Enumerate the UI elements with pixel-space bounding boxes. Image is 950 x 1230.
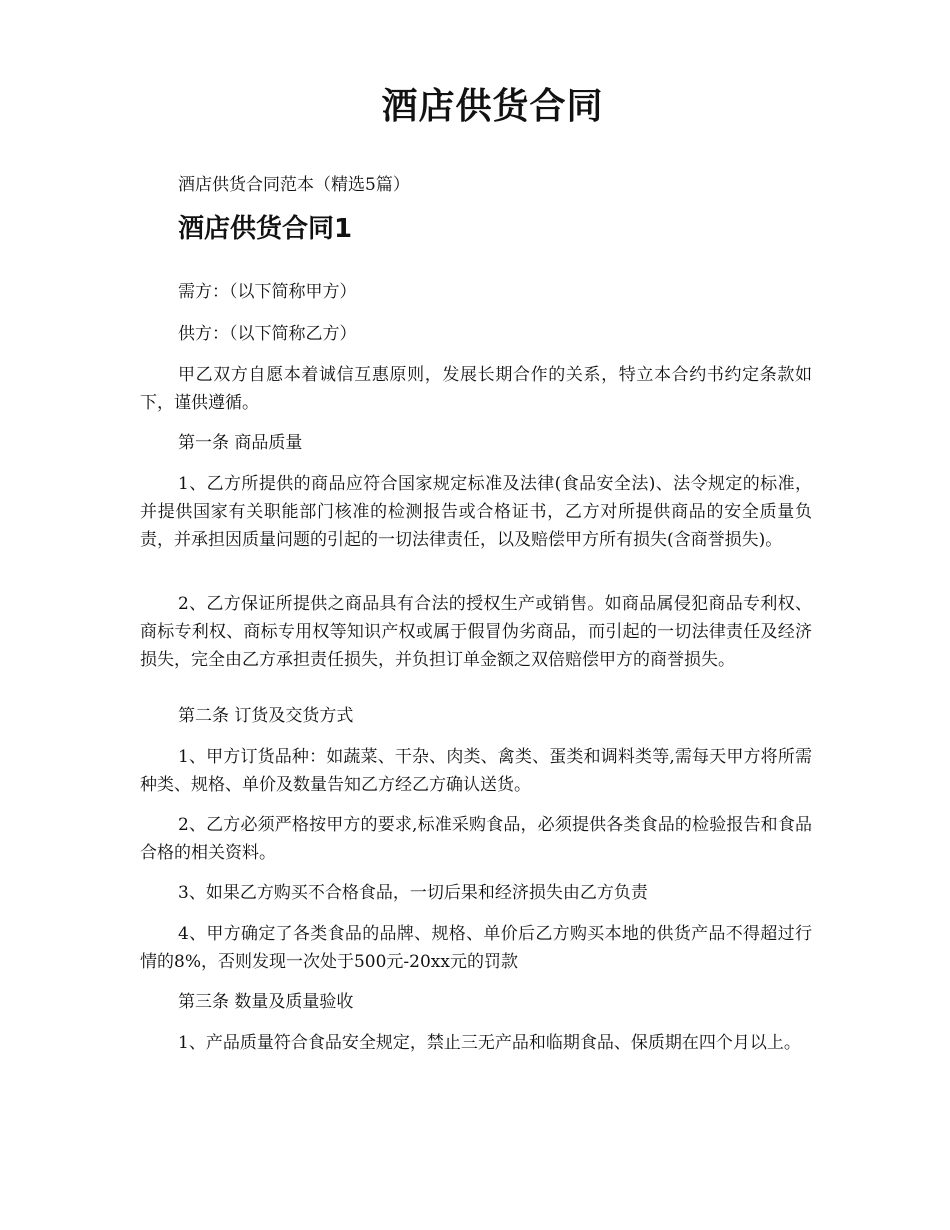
article-heading-1: 第一条 商品质量 — [178, 433, 303, 453]
article-heading-2: 第二条 订货及交货方式 — [178, 706, 354, 726]
article-2-clause-1: 1、甲方订货品种：如蔬菜、干杂、肉类、禽类、蛋类和调料类等,需每天甲方将所需种类、规格、单价及数量告知乙方经乙方确认送货。 — [140, 747, 812, 795]
document-title: 酒店供货合同 — [381, 86, 604, 127]
article-2-clause-2: 2、乙方必须严格按甲方的要求,标准采购食品，必须提供各类食品的检验报告和食品合格的相关资料。 — [140, 815, 812, 863]
article-heading-3: 第三条 数量及质量验收 — [178, 992, 354, 1012]
party-supplier-line: 供方：（以下简称乙方） — [178, 324, 357, 344]
article-1-clause-1: 1、乙方所提供的商品应符合国家规定标准及法律(食品安全法)、法令规定的标准，并提供国家有关职能部门核准的检测报告或合格证书，乙方对所提供商品的安全质量负责，并承担因质量问题的引起的一切法律责任，以及赔偿甲方所有损失(含商誉损失)。 — [140, 474, 812, 550]
intro-paragraph: 甲乙双方自愿本着诚信互惠原则，发展长期合作的关系，特立本合约书约定条款如下，谨供遵循。 — [140, 365, 812, 413]
article-2-clause-3: 3、如果乙方购买不合格食品，一切后果和经济损失由乙方负责 — [178, 883, 648, 903]
section-heading: 酒店供货合同1 — [178, 214, 353, 244]
document-subtitle: 酒店供货合同范本（精选5篇） — [178, 175, 410, 195]
article-3-clause-1: 1、产品质量符合食品安全规定，禁止三无产品和临期食品、保质期在四个月以上。 — [178, 1033, 801, 1053]
party-buyer-line: 需方：（以下简称甲方） — [178, 282, 357, 302]
article-2-clause-4: 4、甲方确定了各类食品的品牌、规格、单价后乙方购买本地的供货产品不得超过行情的8%，否则发现一次处于500元-20xx元的罚款 — [140, 924, 812, 972]
article-1-clause-2: 2、乙方保证所提供之商品具有合法的授权生产或销售。如商品属侵犯商品专利权、商标专利权、商标专用权等知识产权或属于假冒伪劣商品，而引起的一切法律责任及经济损失，完全由乙方承担责任损失，并负担订单金额之双倍赔偿甲方的商誉损失。 — [140, 594, 812, 670]
